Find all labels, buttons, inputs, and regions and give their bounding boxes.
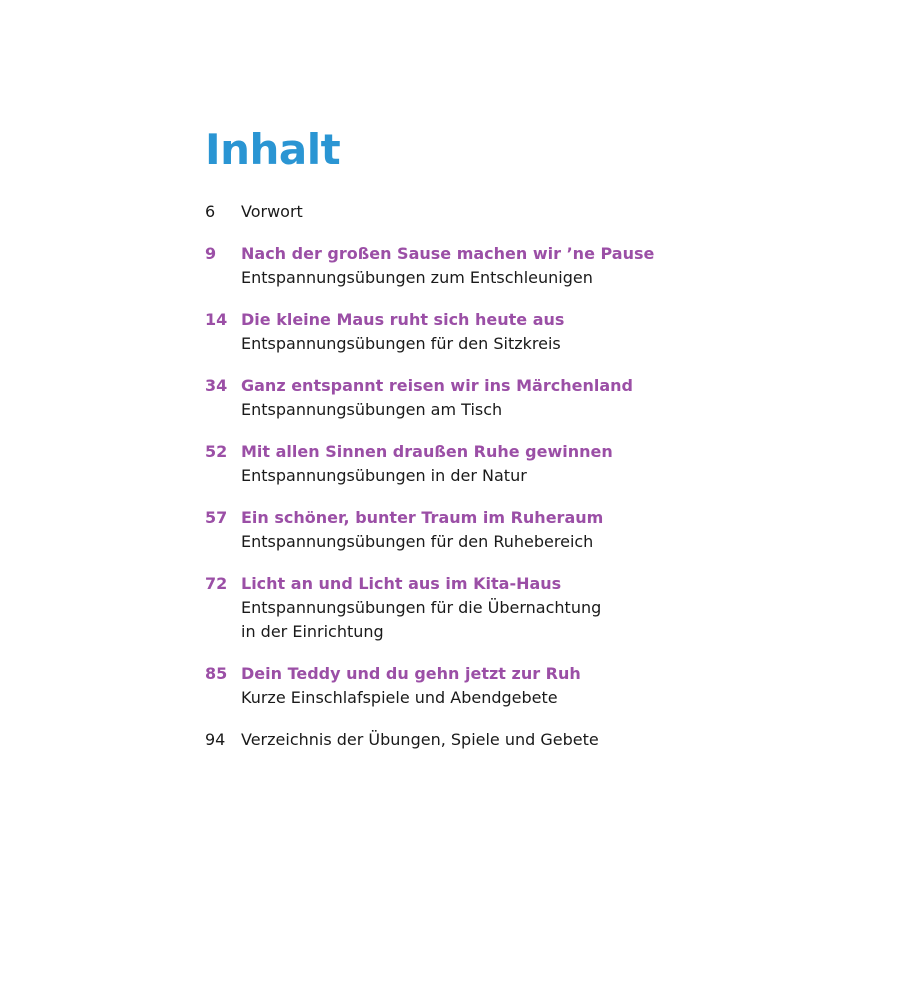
toc-entry-chapter-1[interactable] [205,242,765,290]
toc-entry-text [241,242,765,290]
toc-chapter-subtitle: Entspannungsübungen in der Natur [241,466,527,485]
toc-chapter-heading: Licht an und Licht aus im Kita-Haus [241,574,562,593]
toc-chapter-subtitle: Entspannungsübungen für den Ruhebereich [241,532,594,551]
toc-page-number: 57 [205,508,228,527]
toc-entry-chapter-5[interactable] [205,506,765,554]
toc-entry-label: Vorwort [241,202,303,221]
toc-entry-preface[interactable] [205,200,765,224]
toc-chapter-subtitle: Entspannungsübungen für die Übernachtung in der Einrichtung [241,598,602,641]
toc-page-number: 14 [205,310,228,329]
toc-entry-label: Verzeichnis der Übungen, Spiele und Gebete [241,730,599,749]
toc-entry-chapter-3[interactable] [205,374,765,422]
toc-chapter-subtitle: Entspannungsübungen am Tisch [241,400,503,419]
toc-page-number: 6 [205,202,216,221]
toc-entry-chapter-6[interactable] [205,572,765,644]
toc-entry-text [241,662,765,710]
toc-page-number: 34 [205,376,228,395]
toc-chapter-subtitle: Entspannungsübungen zum Entschleunigen [241,268,593,287]
toc-entry-text [241,506,765,554]
toc-entry-text [241,572,765,644]
table-of-contents [205,200,765,770]
toc-chapter-heading: Mit allen Sinnen draußen Ruhe gewinnen [241,442,613,461]
toc-page-number: 72 [205,574,228,593]
toc-entry-chapter-2[interactable] [205,308,765,356]
toc-entry-text [241,200,765,224]
toc-chapter-heading: Ein schöner, bunter Traum im Ruheraum [241,508,604,527]
toc-entry-text [241,374,765,422]
toc-entry-text [241,440,765,488]
toc-entry-text [241,728,765,752]
toc-entry-chapter-7[interactable] [205,662,765,710]
toc-page-number: 94 [205,730,226,749]
toc-chapter-heading: Nach der großen Sause machen wir ’ne Pause [241,244,655,263]
toc-page-number: 9 [205,244,217,263]
toc-chapter-heading: Dein Teddy und du gehn jetzt zur Ruh [241,664,581,683]
toc-page-number: 52 [205,442,228,461]
page-title: Inhalt [205,125,341,174]
toc-chapter-heading: Ganz entspannt reisen wir ins Märchenland [241,376,633,395]
toc-chapter-heading: Die kleine Maus ruht sich heute aus [241,310,565,329]
toc-entry-chapter-4[interactable] [205,440,765,488]
toc-entry-text [241,308,765,356]
toc-entry-index[interactable] [205,728,765,752]
toc-chapter-subtitle: Kurze Einschlafspiele und Abendgebete [241,688,558,707]
toc-page-number: 85 [205,664,228,683]
toc-chapter-subtitle: Entspannungsübungen für den Sitzkreis [241,334,561,353]
